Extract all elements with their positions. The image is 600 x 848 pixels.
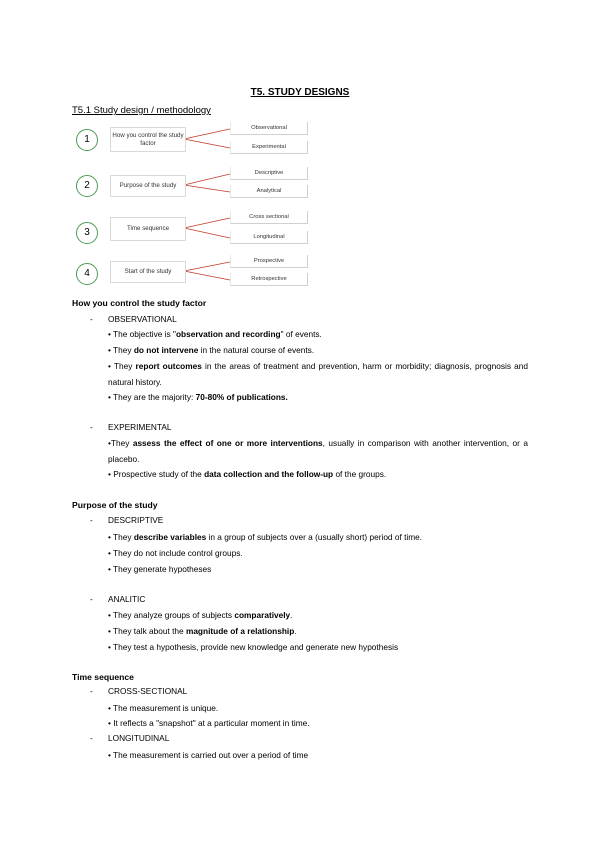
page-title: T5. STUDY DESIGNS [250, 87, 350, 98]
section-heading-purpose: Purpose of the study [72, 500, 158, 510]
diagram-branch-box: Experimental [230, 141, 308, 154]
list-item-cross-sectional: - CROSS-SECTIONAL [90, 686, 188, 696]
list-item-label: OBSERVATIONAL [108, 314, 177, 324]
connector-line [184, 218, 230, 228]
step-number-circle: 3 [76, 222, 98, 244]
diagram-center-box: Time sequence [110, 217, 186, 241]
connector-line [184, 139, 230, 148]
bullet-item: • They generate hypotheses [108, 564, 212, 574]
diagram-branch-box: Retrospective [230, 273, 308, 286]
list-item-label: DESCRIPTIVE [108, 515, 164, 525]
bullet-item: • It reflects a "snapshot" at a particular moment in time. [108, 718, 310, 728]
diagram-center-box: Start of the study [110, 261, 186, 283]
section-subtitle: T5.1 Study design / methodology [72, 105, 211, 116]
connector-line [184, 271, 230, 280]
diagram-center-box: Purpose of the study [110, 175, 186, 197]
section-heading-control: How you control the study factor [72, 298, 207, 308]
diagram-branch-box: Descriptive [230, 167, 308, 180]
diagram-branch-box: Prospective [230, 255, 308, 268]
list-item-observational: - OBSERVATIONAL [90, 314, 177, 324]
diagram-branch-box: Observational [230, 122, 308, 135]
bullet-item: • The measurement is unique. [108, 703, 219, 713]
bullet-item: • They analyze groups of subjects comparatively. [108, 610, 293, 620]
bullet-item: • They describe variables in a group of subjects over a (usually short) period of time. [108, 532, 423, 542]
bullet-item: • The objective is "observation and recording" of events. [108, 329, 322, 339]
list-item-longitudinal: - LONGITUDINAL [90, 733, 170, 743]
bullet-item: • They do not intervene in the natural course of events. [108, 345, 315, 355]
connector-line [184, 228, 230, 238]
list-item-label: EXPERIMENTAL [108, 422, 172, 432]
diagram-center-box: How you control the study factor [110, 127, 186, 152]
diagram-branch-box: Longitudinal [230, 231, 308, 244]
list-item-analitic: - ANALITIC [90, 594, 146, 604]
bullet-item: • Prospective study of the data collection and the follow-up of the groups. [108, 469, 387, 479]
list-item-experimental: - EXPERIMENTAL [90, 422, 172, 432]
bullet-item: •They assess the effect of one or more interventions, usually in comparison with another intervention, or a placebo. [108, 438, 528, 464]
connector-line [184, 174, 230, 185]
list-item-label: LONGITUDINAL [108, 733, 170, 743]
diagram-branch-box: Cross sectional [230, 211, 308, 224]
bullet-item: • They talk about the magnitude of a relationship. [108, 626, 297, 636]
list-item-descriptive: - DESCRIPTIVE [90, 515, 164, 525]
diagram-branch-box: Analytical [230, 185, 308, 198]
bullet-item: • The measurement is carried out over a period of time [108, 750, 309, 760]
bullet-item: • They test a hypothesis, provide new knowledge and generate new hypothesis [108, 642, 399, 652]
section-heading-time: Time sequence [72, 672, 134, 682]
list-item-label: ANALITIC [108, 594, 146, 604]
step-number-circle: 1 [76, 129, 98, 151]
list-item-label: CROSS-SECTIONAL [108, 686, 188, 696]
bullet-item: • They are the majority: 70-80% of publications. [108, 392, 288, 402]
step-number-circle: 2 [76, 175, 98, 197]
step-number-circle: 4 [76, 263, 98, 285]
connector-line [184, 129, 230, 139]
bullet-item: • They do not include control groups. [108, 548, 243, 558]
bullet-item: • They report outcomes in the areas of treatment and prevention, harm or morbidity; diagnosis, prognosis and natural history. [108, 361, 528, 387]
connector-line [184, 185, 230, 192]
connector-line [184, 262, 230, 271]
study-design-diagram [72, 118, 302, 294]
